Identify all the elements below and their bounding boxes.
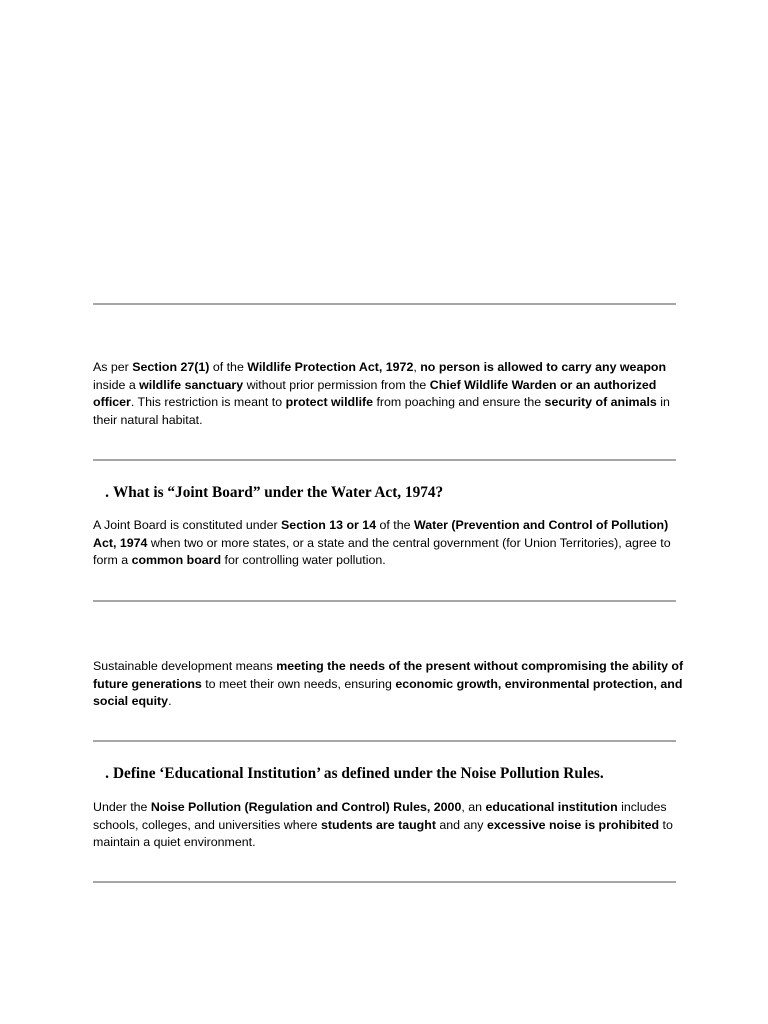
text-run: to meet their own needs, ensuring bbox=[201, 676, 396, 691]
text-run: without prior permission from the bbox=[243, 377, 430, 392]
paragraph-wildlife-weapon bbox=[93, 359, 693, 430]
text-run: and any bbox=[435, 817, 487, 832]
text-run: to maintain a quiet environment. bbox=[93, 817, 673, 850]
bold-phrase: common board bbox=[131, 553, 222, 568]
bold-phrase: Noise Pollution (Regulation and Control) Rules, 2000 bbox=[150, 800, 462, 814]
section-divider bbox=[93, 740, 676, 742]
text-run: from poaching and ensure the bbox=[373, 395, 545, 410]
text-run: of the bbox=[376, 518, 414, 532]
text-run: , bbox=[413, 360, 421, 374]
bold-phrase: Chief Wildlife Warden or an authorized officer bbox=[93, 377, 657, 410]
bold-phrase: security of animals bbox=[544, 395, 657, 410]
text-run: includes schools, colleges, and universities where bbox=[93, 800, 667, 832]
bold-phrase: Section 27(1) bbox=[132, 360, 210, 374]
bold-phrase: economic growth, environmental protection, and social equity bbox=[93, 676, 683, 709]
text-run: for controlling water pollution. bbox=[221, 553, 386, 568]
paragraph-educational-institution bbox=[93, 799, 693, 852]
bold-phrase: educational institution bbox=[485, 800, 618, 814]
text-run: Sustainable development means bbox=[93, 659, 277, 673]
text-run: , an bbox=[461, 800, 486, 814]
text-run: inside a bbox=[93, 377, 140, 392]
paragraph-sustainable-development bbox=[93, 658, 693, 711]
heading-bullet: . bbox=[105, 765, 109, 782]
bold-phrase: Wildlife Protection Act, 1972 bbox=[247, 360, 414, 374]
bold-phrase: Water (Prevention and Control of Pollution) Act, 1974 bbox=[93, 518, 669, 550]
section-divider bbox=[93, 881, 676, 883]
heading-educational-institution bbox=[93, 764, 733, 784]
heading-bullet: . bbox=[105, 484, 109, 501]
section-divider bbox=[93, 600, 676, 602]
bold-phrase: students are taught bbox=[320, 817, 436, 832]
text-run: Under the bbox=[93, 800, 151, 814]
text-run: . This restriction is meant to bbox=[130, 395, 286, 410]
text-run: in their natural habitat. bbox=[93, 395, 670, 428]
heading-text: What is “Joint Board” under the Water Act, 1974? bbox=[113, 484, 444, 501]
bold-phrase: meeting the needs of the present without compromising the ability of future generations bbox=[93, 659, 684, 691]
bold-phrase: wildlife sanctuary bbox=[139, 377, 244, 392]
bold-phrase: no person is allowed to carry any weapon bbox=[420, 360, 667, 374]
bold-phrase: Section 13 or 14 bbox=[281, 518, 377, 532]
text-run: when two or more states, or a state and the central government (for Union Territories), agree to form a bbox=[93, 535, 671, 568]
heading-text: Define ‘Educational Institution’ as defined under the Noise Pollution Rules. bbox=[113, 765, 604, 782]
paragraph-joint-board bbox=[93, 517, 693, 570]
bold-phrase: protect wildlife bbox=[285, 395, 374, 410]
section-divider bbox=[93, 303, 676, 305]
section-divider bbox=[93, 459, 676, 461]
text-run: . bbox=[168, 694, 172, 709]
text-run: As per bbox=[93, 360, 133, 374]
text-run: A Joint Board is constituted under bbox=[93, 518, 282, 532]
text-run: of the bbox=[209, 360, 248, 374]
bold-phrase: excessive noise is prohibited bbox=[486, 817, 660, 832]
heading-joint-board bbox=[93, 483, 733, 503]
